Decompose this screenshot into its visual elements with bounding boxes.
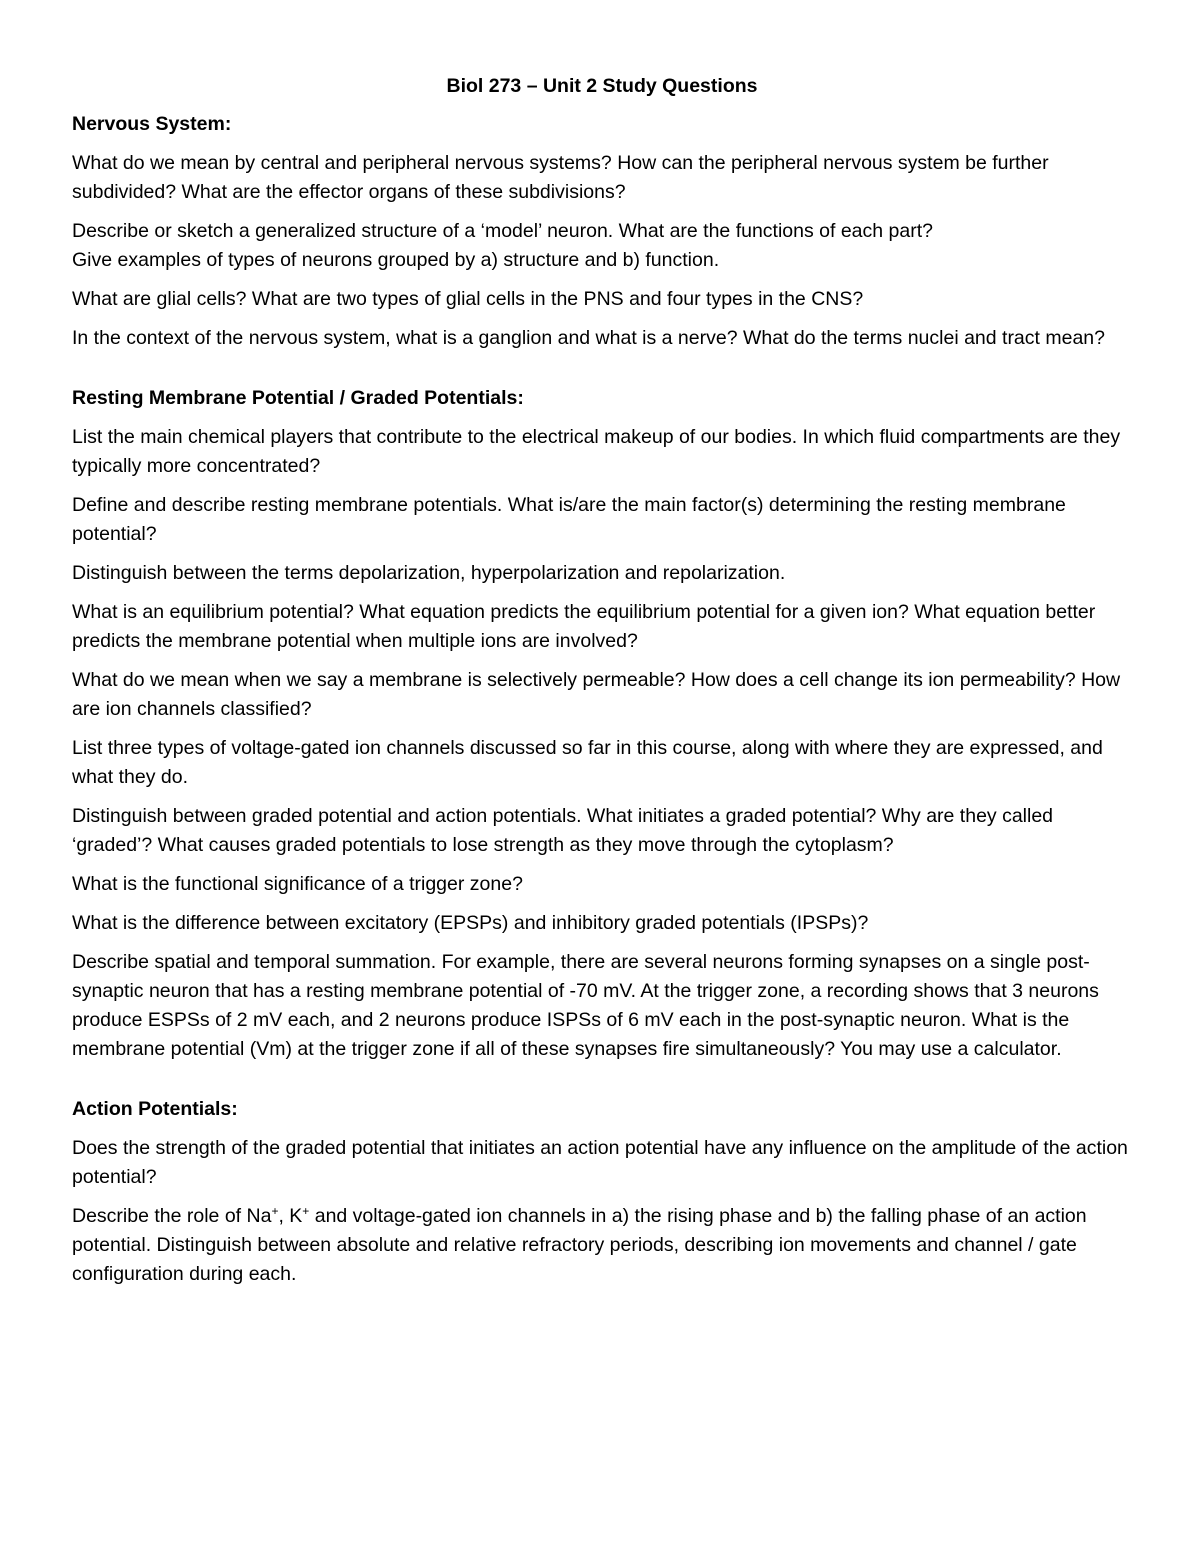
question: List the main chemical players that contribute to the electrical makeup of our bodies. In which fluid compartments are they typically more concentrated? bbox=[72, 426, 1121, 477]
question-line: Give examples of types of neurons grouped by a) structure and b) function. bbox=[72, 249, 720, 271]
question-text: , K bbox=[278, 1205, 303, 1227]
question: List three types of voltage-gated ion channels discussed so far in this course, along with where they are expressed, and what they do. bbox=[72, 737, 1103, 788]
question: Distinguish between graded potential and action potentials. What initiates a graded potential? Why are they called ‘graded’? What causes graded potentials to lose strength as they move through the cytoplasm? bbox=[72, 805, 1054, 856]
question: In the context of the nervous system, what is a ganglion and what is a nerve? What do the terms nuclei and tract mean? bbox=[72, 327, 1105, 349]
question: What do we mean when we say a membrane is selectively permeable? How does a cell change its ion permeability? How are ion channels classified? bbox=[72, 669, 1121, 720]
section-heading-resting-graded: Resting Membrane Potential / Graded Potentials: bbox=[72, 387, 524, 409]
question: What are glial cells? What are two types of glial cells in the PNS and four types in the CNS? bbox=[72, 288, 864, 310]
superscript-charge: + bbox=[302, 1204, 310, 1218]
document-title: Biol 273 – Unit 2 Study Questions bbox=[446, 75, 758, 97]
section-heading-action-potentials: Action Potentials: bbox=[72, 1098, 238, 1120]
section-spacer bbox=[72, 1074, 1132, 1095]
superscript-charge: + bbox=[271, 1204, 279, 1218]
question: What do we mean by central and peripheral nervous systems? How can the peripheral nervous system be further subdivided? What are the effector organs of these subdivisions? bbox=[72, 152, 1049, 203]
question: What is the functional significance of a trigger zone? bbox=[72, 873, 523, 895]
question: Distinguish between the terms depolarization, hyperpolarization and repolarization. bbox=[72, 562, 786, 584]
question: Describe spatial and temporal summation. For example, there are several neurons forming synapses on a single post-synaptic neuron that has a resting membrane potential of -70 mV. At the trigger zone, a recording shows that 3 neurons produce ESPSs of 2 mV each, and 2 neurons produce ISPSs of 6 mV each in the post-synaptic neuron. What is the membrane potential (Vm) at the trigger zone if all of these synapses fire simultaneously? You may use a calculator. bbox=[72, 951, 1099, 1060]
question: What is an equilibrium potential? What equation predicts the equilibrium potential for a given ion? What equation better predicts the membrane potential when multiple ions are involved? bbox=[72, 601, 1096, 652]
question: What is the difference between excitatory (EPSPs) and inhibitory graded potentials (IPSPs)? bbox=[72, 912, 869, 934]
question: Define and describe resting membrane potentials. What is/are the main factor(s) determining the resting membrane potential? bbox=[72, 494, 1066, 545]
question-text: and voltage-gated ion channels in a) the rising phase and b) the falling phase of an action potential. Distinguish between absolute and relative refractory periods, describing ion movements and channel / gate configuration during each. bbox=[72, 1205, 1087, 1285]
question-text: Describe the role of Na bbox=[72, 1205, 272, 1227]
section-heading-nervous-system: Nervous System: bbox=[72, 113, 232, 135]
question-line: Describe or sketch a generalized structure of a ‘model’ neuron. What are the functions of each part? bbox=[72, 220, 933, 242]
question bbox=[72, 1202, 1132, 1289]
section-spacer bbox=[72, 363, 1132, 384]
question bbox=[72, 217, 1132, 275]
document-page bbox=[72, 72, 1132, 1299]
question: Does the strength of the graded potential that initiates an action potential have any influence on the amplitude of the action potential? bbox=[72, 1137, 1128, 1188]
